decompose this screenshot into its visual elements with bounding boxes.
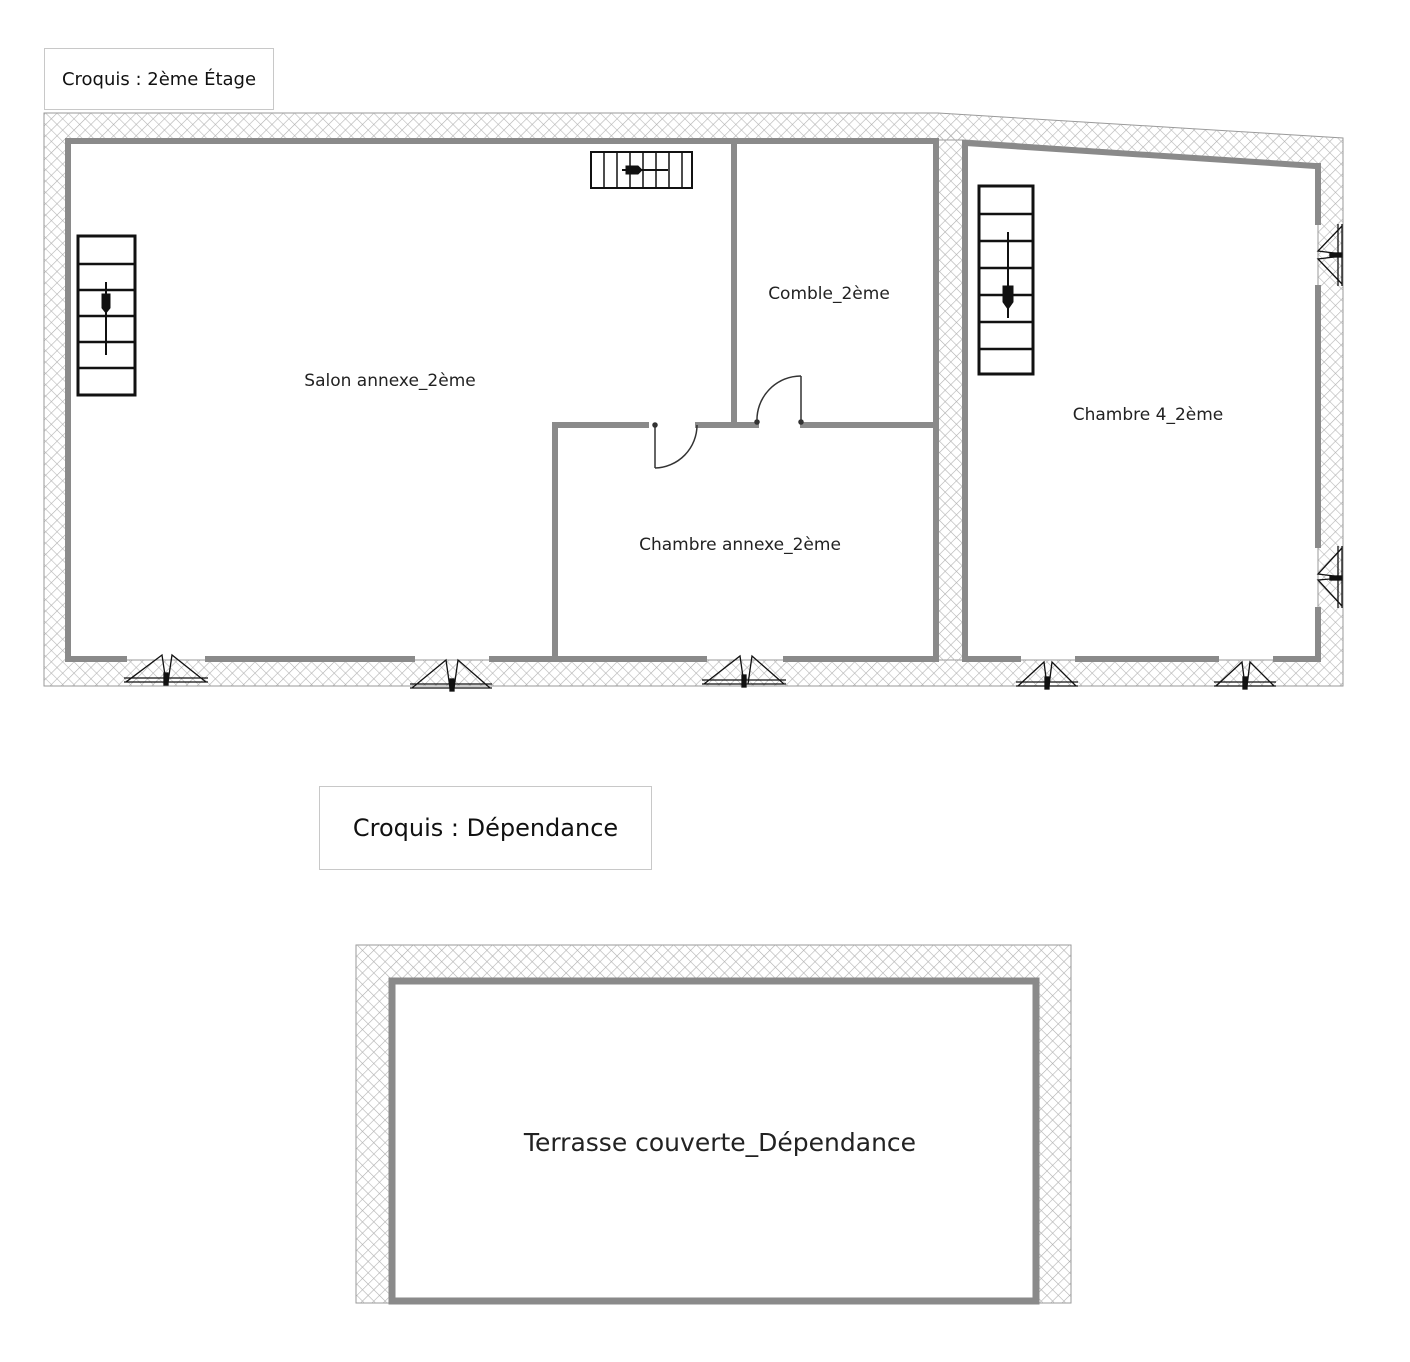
stair-top-icon (591, 152, 692, 188)
stair-left-icon (78, 236, 135, 395)
door-comble-icon (755, 376, 803, 424)
floor2-walls (68, 141, 1318, 659)
outbuilding-outer-wall (356, 945, 1071, 1303)
room-label-chambre-annexe: Chambre annexe_2ème (639, 535, 841, 555)
stair-right-icon (979, 186, 1033, 374)
room-label-comble: Comble_2ème (768, 284, 890, 304)
room-label-salon: Salon annexe_2ème (304, 371, 476, 391)
title-outbuilding-text: Croquis : Dépendance (352, 814, 619, 842)
floor2-outer-wall (44, 113, 1343, 686)
room-label-chambre4: Chambre 4_2ème (1072, 405, 1224, 425)
room-label-terrasse: Terrasse couverte_Dépendance (523, 1128, 917, 1157)
door-chambre-annexe-icon (653, 423, 697, 468)
title-floor2-text: Croquis : 2ème Étage (61, 68, 257, 90)
